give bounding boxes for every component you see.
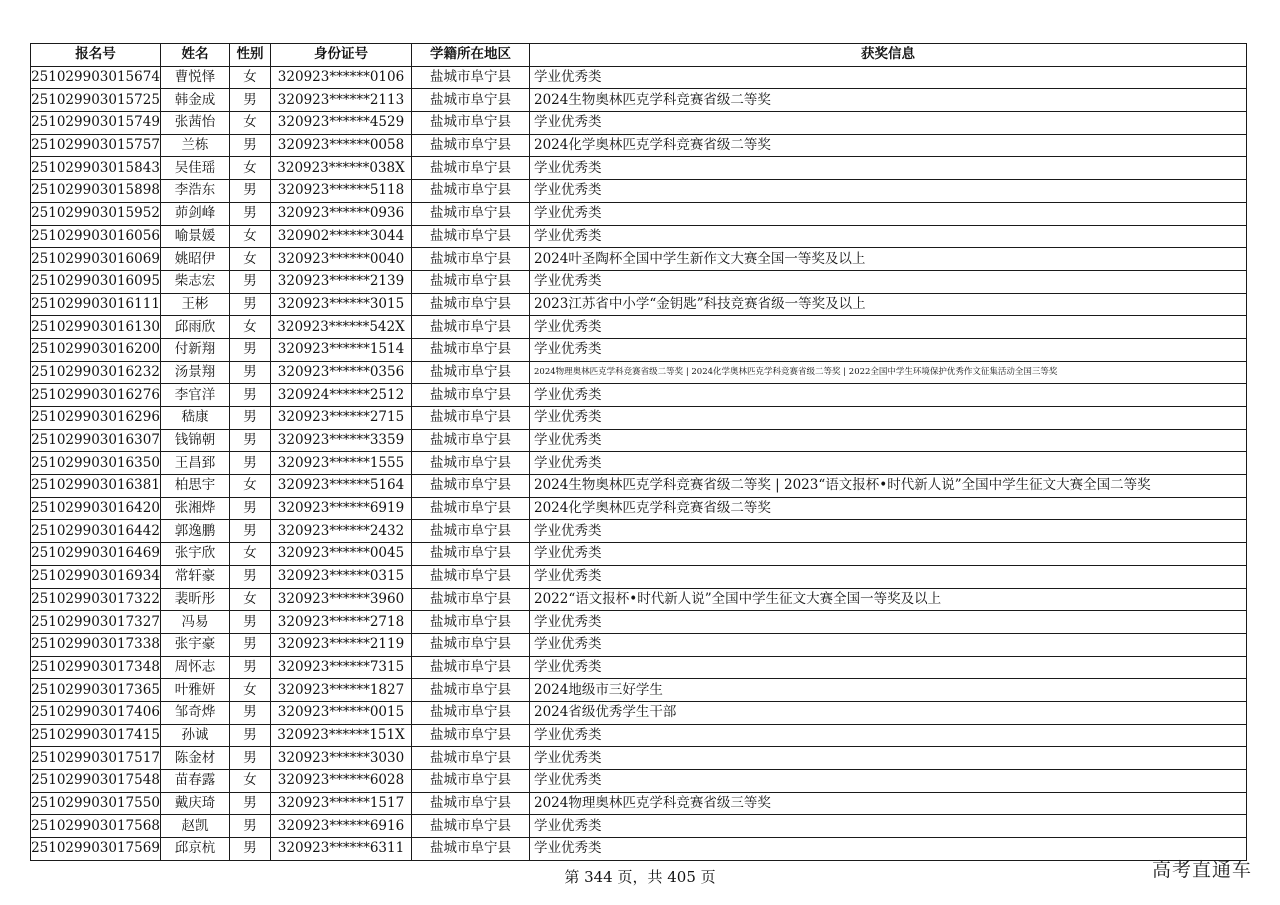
- gender-cell: 女: [230, 543, 271, 566]
- reg-no-cell: 251029903017568: [31, 815, 161, 838]
- award-info-cell: 学业优秀类: [530, 724, 1247, 747]
- header-name: 姓名: [161, 44, 230, 67]
- id-number-cell: 320923******6916: [271, 815, 412, 838]
- region-cell: 盐城市阜宁县: [412, 611, 530, 634]
- region-cell: 盐城市阜宁县: [412, 134, 530, 157]
- header-region: 学籍所在地区: [412, 44, 530, 67]
- name-cell: 李浩东: [161, 180, 230, 203]
- reg-no-cell: 251029903017327: [31, 611, 161, 634]
- name-cell: 张宇豪: [161, 633, 230, 656]
- award-info-cell: 学业优秀类: [530, 543, 1247, 566]
- table-row: [31, 815, 1247, 838]
- reg-no-cell: 251029903015898: [31, 180, 161, 203]
- name-cell: 喻景媛: [161, 225, 230, 248]
- reg-no-cell: 251029903016111: [31, 293, 161, 316]
- name-cell: 裴昕彤: [161, 588, 230, 611]
- award-info-cell: 学业优秀类: [530, 384, 1247, 407]
- name-cell: 孙诚: [161, 724, 230, 747]
- award-info-cell: 2024物理奥林匹克学科竞赛省级三等奖: [530, 792, 1247, 815]
- region-cell: 盐城市阜宁县: [412, 270, 530, 293]
- reg-no-cell: 251029903016296: [31, 407, 161, 430]
- reg-no-cell: 251029903015843: [31, 157, 161, 180]
- name-cell: 汤景翔: [161, 361, 230, 384]
- region-cell: 盐城市阜宁县: [412, 497, 530, 520]
- name-cell: 张宇欣: [161, 543, 230, 566]
- reg-no-cell: 251029903015757: [31, 134, 161, 157]
- region-cell: 盐城市阜宁县: [412, 679, 530, 702]
- table-row: [31, 112, 1247, 135]
- region-cell: 盐城市阜宁县: [412, 520, 530, 543]
- table-row: [31, 361, 1247, 384]
- header-row: [31, 44, 1247, 67]
- table-row: [31, 225, 1247, 248]
- name-cell: 邹奇烨: [161, 701, 230, 724]
- id-number-cell: 320923******151X: [271, 724, 412, 747]
- region-cell: 盐城市阜宁县: [412, 724, 530, 747]
- table-row: [31, 838, 1247, 861]
- name-cell: 戴庆琦: [161, 792, 230, 815]
- table-row: [31, 792, 1247, 815]
- reg-no-cell: 251029903016095: [31, 270, 161, 293]
- region-cell: 盐城市阜宁县: [412, 407, 530, 430]
- name-cell: 柴志宏: [161, 270, 230, 293]
- table-row: [31, 475, 1247, 498]
- id-number-cell: 320923******0936: [271, 202, 412, 225]
- reg-no-cell: 251029903016307: [31, 429, 161, 452]
- reg-no-cell: 251029903015749: [31, 112, 161, 135]
- table-row: [31, 520, 1247, 543]
- name-cell: 王彬: [161, 293, 230, 316]
- id-number-cell: 320923******1514: [271, 338, 412, 361]
- region-cell: 盐城市阜宁县: [412, 588, 530, 611]
- award-info-cell: 学业优秀类: [530, 429, 1247, 452]
- award-info-cell: 学业优秀类: [530, 316, 1247, 339]
- name-cell: 陈金材: [161, 747, 230, 770]
- name-cell: 叶雅妍: [161, 679, 230, 702]
- table-row: [31, 747, 1247, 770]
- table-row: [31, 770, 1247, 793]
- reg-no-cell: 251029903017322: [31, 588, 161, 611]
- id-number-cell: 320923******5118: [271, 180, 412, 203]
- page-number: 第 344 页，共 405 页: [564, 868, 716, 886]
- name-cell: 冯易: [161, 611, 230, 634]
- header-award-info: 获奖信息: [530, 44, 1247, 67]
- award-info-cell: 2024化学奥林匹克学科竞赛省级二等奖: [530, 497, 1247, 520]
- region-cell: 盐城市阜宁县: [412, 112, 530, 135]
- award-info-cell: 学业优秀类: [530, 565, 1247, 588]
- name-cell: 周怀志: [161, 656, 230, 679]
- name-cell: 张湘烨: [161, 497, 230, 520]
- reg-no-cell: 251029903016442: [31, 520, 161, 543]
- award-info-cell: 学业优秀类: [530, 112, 1247, 135]
- region-cell: 盐城市阜宁县: [412, 248, 530, 271]
- gender-cell: 女: [230, 112, 271, 135]
- award-info-cell: 学业优秀类: [530, 157, 1247, 180]
- table-row: [31, 89, 1247, 112]
- region-cell: 盐城市阜宁县: [412, 770, 530, 793]
- region-cell: 盐城市阜宁县: [412, 66, 530, 89]
- gender-cell: 男: [230, 701, 271, 724]
- watermark-text: 高考直通车: [1151, 859, 1252, 881]
- id-number-cell: 320923******0045: [271, 543, 412, 566]
- table-row: [31, 157, 1247, 180]
- award-info-cell: 2024地级市三好学生: [530, 679, 1247, 702]
- header-id-number: 身份证号: [271, 44, 412, 67]
- region-cell: 盐城市阜宁县: [412, 475, 530, 498]
- award-info-cell: 学业优秀类: [530, 202, 1247, 225]
- gender-cell: 男: [230, 520, 271, 543]
- reg-no-cell: 251029903017550: [31, 792, 161, 815]
- award-list-table: [30, 43, 1247, 861]
- id-number-cell: 320923******3960: [271, 588, 412, 611]
- id-number-cell: 320923******2139: [271, 270, 412, 293]
- gender-cell: 女: [230, 475, 271, 498]
- region-cell: 盐城市阜宁县: [412, 452, 530, 475]
- id-number-cell: 320923******038X: [271, 157, 412, 180]
- gender-cell: 男: [230, 384, 271, 407]
- award-info-cell: 学业优秀类: [530, 452, 1247, 475]
- gender-cell: 女: [230, 66, 271, 89]
- award-info-cell: 学业优秀类: [530, 180, 1247, 203]
- reg-no-cell: 251029903017415: [31, 724, 161, 747]
- gender-cell: 男: [230, 180, 271, 203]
- gender-cell: 女: [230, 225, 271, 248]
- gender-cell: 男: [230, 656, 271, 679]
- award-info-cell: 学业优秀类: [530, 66, 1247, 89]
- table-row: [31, 270, 1247, 293]
- id-number-cell: 320923******2715: [271, 407, 412, 430]
- table-row: [31, 248, 1247, 271]
- reg-no-cell: 251029903016381: [31, 475, 161, 498]
- table-row: [31, 543, 1247, 566]
- table-row: [31, 452, 1247, 475]
- table-row: [31, 565, 1247, 588]
- region-cell: 盐城市阜宁县: [412, 701, 530, 724]
- award-info-cell: 2024化学奥林匹克学科竞赛省级二等奖: [530, 134, 1247, 157]
- award-info-cell: 2024物理奥林匹克学科竞赛省级二等奖 | 2024化学奥林匹克学科竞赛省级二等奖 | 2022全国中学生环境保护优秀作文征集活动全国三等奖: [530, 361, 1247, 384]
- region-cell: 盐城市阜宁县: [412, 180, 530, 203]
- table-row: [31, 407, 1247, 430]
- name-cell: 曹悦怿: [161, 66, 230, 89]
- region-cell: 盐城市阜宁县: [412, 656, 530, 679]
- region-cell: 盐城市阜宁县: [412, 815, 530, 838]
- award-info-cell: 2022“语文报杯•时代新人说”全国中学生征文大赛全国一等奖及以上: [530, 588, 1247, 611]
- gender-cell: 男: [230, 611, 271, 634]
- table-row: [31, 656, 1247, 679]
- name-cell: 邱雨欣: [161, 316, 230, 339]
- id-number-cell: 320923******0106: [271, 66, 412, 89]
- id-number-cell: 320923******1827: [271, 679, 412, 702]
- id-number-cell: 320923******1555: [271, 452, 412, 475]
- table-row: [31, 701, 1247, 724]
- region-cell: 盐城市阜宁县: [412, 429, 530, 452]
- id-number-cell: 320923******0058: [271, 134, 412, 157]
- gender-cell: 女: [230, 248, 271, 271]
- award-info-cell: 学业优秀类: [530, 656, 1247, 679]
- id-number-cell: 320923******2113: [271, 89, 412, 112]
- reg-no-cell: 251029903017517: [31, 747, 161, 770]
- reg-no-cell: 251029903017338: [31, 633, 161, 656]
- table-row: [31, 611, 1247, 634]
- name-cell: 茆剑峰: [161, 202, 230, 225]
- name-cell: 嵇康: [161, 407, 230, 430]
- name-cell: 邱京杭: [161, 838, 230, 861]
- reg-no-cell: 251029903016130: [31, 316, 161, 339]
- award-info-cell: 2024叶圣陶杯全国中学生新作文大赛全国一等奖及以上: [530, 248, 1247, 271]
- award-info-cell: 学业优秀类: [530, 225, 1247, 248]
- reg-no-cell: 251029903017569: [31, 838, 161, 861]
- id-number-cell: 320923******2119: [271, 633, 412, 656]
- table-row: [31, 202, 1247, 225]
- gender-cell: 女: [230, 157, 271, 180]
- gender-cell: 男: [230, 407, 271, 430]
- gender-cell: 女: [230, 679, 271, 702]
- award-info-cell: 2024生物奥林匹克学科竞赛省级二等奖: [530, 89, 1247, 112]
- gender-cell: 女: [230, 770, 271, 793]
- header-reg-no: 报名号: [31, 44, 161, 67]
- region-cell: 盐城市阜宁县: [412, 384, 530, 407]
- award-info-cell: 学业优秀类: [530, 338, 1247, 361]
- table-row: [31, 316, 1247, 339]
- gender-cell: 男: [230, 293, 271, 316]
- id-number-cell: 320923******3359: [271, 429, 412, 452]
- gender-cell: 女: [230, 316, 271, 339]
- name-cell: 兰栋: [161, 134, 230, 157]
- table-row: [31, 293, 1247, 316]
- table-row: [31, 679, 1247, 702]
- reg-no-cell: 251029903016069: [31, 248, 161, 271]
- name-cell: 韩金成: [161, 89, 230, 112]
- reg-no-cell: 251029903016200: [31, 338, 161, 361]
- award-info-cell: 学业优秀类: [530, 270, 1247, 293]
- id-number-cell: 320923******6919: [271, 497, 412, 520]
- region-cell: 盐城市阜宁县: [412, 565, 530, 588]
- id-number-cell: 320923******4529: [271, 112, 412, 135]
- region-cell: 盐城市阜宁县: [412, 202, 530, 225]
- reg-no-cell: 251029903015674: [31, 66, 161, 89]
- id-number-cell: 320923******0315: [271, 565, 412, 588]
- gender-cell: 男: [230, 429, 271, 452]
- gender-cell: 女: [230, 588, 271, 611]
- reg-no-cell: 251029903015725: [31, 89, 161, 112]
- reg-no-cell: 251029903016350: [31, 452, 161, 475]
- table-header: [31, 44, 1247, 67]
- gender-cell: 男: [230, 89, 271, 112]
- gender-cell: 男: [230, 134, 271, 157]
- reg-no-cell: 251029903017348: [31, 656, 161, 679]
- table-row: [31, 633, 1247, 656]
- reg-no-cell: 251029903016934: [31, 565, 161, 588]
- table-row: [31, 588, 1247, 611]
- gender-cell: 男: [230, 338, 271, 361]
- table-row: [31, 66, 1247, 89]
- name-cell: 钱锦朝: [161, 429, 230, 452]
- id-number-cell: 320923******0015: [271, 701, 412, 724]
- reg-no-cell: 251029903017365: [31, 679, 161, 702]
- region-cell: 盐城市阜宁县: [412, 633, 530, 656]
- id-number-cell: 320923******6028: [271, 770, 412, 793]
- id-number-cell: 320923******5164: [271, 475, 412, 498]
- region-cell: 盐城市阜宁县: [412, 338, 530, 361]
- name-cell: 苗春露: [161, 770, 230, 793]
- id-number-cell: 320923******3015: [271, 293, 412, 316]
- gender-cell: 男: [230, 270, 271, 293]
- reg-no-cell: 251029903017548: [31, 770, 161, 793]
- region-cell: 盐城市阜宁县: [412, 361, 530, 384]
- gender-cell: 男: [230, 565, 271, 588]
- table-row: [31, 338, 1247, 361]
- id-number-cell: 320923******542X: [271, 316, 412, 339]
- name-cell: 吴佳瑶: [161, 157, 230, 180]
- header-gender: 性别: [230, 44, 271, 67]
- gender-cell: 男: [230, 497, 271, 520]
- reg-no-cell: 251029903016420: [31, 497, 161, 520]
- name-cell: 付新翔: [161, 338, 230, 361]
- region-cell: 盐城市阜宁县: [412, 838, 530, 861]
- name-cell: 常轩豪: [161, 565, 230, 588]
- region-cell: 盐城市阜宁县: [412, 157, 530, 180]
- name-cell: 郭逸鹏: [161, 520, 230, 543]
- gender-cell: 男: [230, 792, 271, 815]
- id-number-cell: 320924******2512: [271, 384, 412, 407]
- gender-cell: 男: [230, 747, 271, 770]
- reg-no-cell: 251029903017406: [31, 701, 161, 724]
- award-info-cell: 学业优秀类: [530, 770, 1247, 793]
- table-row: [31, 384, 1247, 407]
- id-number-cell: 320923******7315: [271, 656, 412, 679]
- region-cell: 盐城市阜宁县: [412, 89, 530, 112]
- award-info-cell: 学业优秀类: [530, 747, 1247, 770]
- gender-cell: 男: [230, 838, 271, 861]
- award-info-cell: 学业优秀类: [530, 838, 1247, 861]
- gender-cell: 男: [230, 633, 271, 656]
- name-cell: 姚昭伊: [161, 248, 230, 271]
- reg-no-cell: 251029903016056: [31, 225, 161, 248]
- region-cell: 盐城市阜宁县: [412, 225, 530, 248]
- table-row: [31, 180, 1247, 203]
- name-cell: 王昌郅: [161, 452, 230, 475]
- id-number-cell: 320923******0040: [271, 248, 412, 271]
- table-row: [31, 724, 1247, 747]
- table-row: [31, 134, 1247, 157]
- reg-no-cell: 251029903016469: [31, 543, 161, 566]
- reg-no-cell: 251029903015952: [31, 202, 161, 225]
- reg-no-cell: 251029903016232: [31, 361, 161, 384]
- name-cell: 张茜怡: [161, 112, 230, 135]
- name-cell: 柏思宇: [161, 475, 230, 498]
- id-number-cell: 320923******2718: [271, 611, 412, 634]
- reg-no-cell: 251029903016276: [31, 384, 161, 407]
- gender-cell: 男: [230, 815, 271, 838]
- region-cell: 盐城市阜宁县: [412, 543, 530, 566]
- gender-cell: 男: [230, 452, 271, 475]
- id-number-cell: 320902******3044: [271, 225, 412, 248]
- award-info-cell: 学业优秀类: [530, 815, 1247, 838]
- gender-cell: 男: [230, 202, 271, 225]
- award-info-cell: 学业优秀类: [530, 633, 1247, 656]
- id-number-cell: 320923******3030: [271, 747, 412, 770]
- region-cell: 盐城市阜宁县: [412, 792, 530, 815]
- region-cell: 盐城市阜宁县: [412, 747, 530, 770]
- table-row: [31, 429, 1247, 452]
- gender-cell: 男: [230, 724, 271, 747]
- award-info-cell: 学业优秀类: [530, 611, 1247, 634]
- award-info-cell: 学业优秀类: [530, 520, 1247, 543]
- gender-cell: 男: [230, 361, 271, 384]
- award-info-cell: 2024生物奥林匹克学科竞赛省级二等奖 | 2023“语文报杯•时代新人说”全国中学生征文大赛全国二等奖: [530, 475, 1247, 498]
- region-cell: 盐城市阜宁县: [412, 293, 530, 316]
- name-cell: 赵凯: [161, 815, 230, 838]
- id-number-cell: 320923******6311: [271, 838, 412, 861]
- id-number-cell: 320923******0356: [271, 361, 412, 384]
- region-cell: 盐城市阜宁县: [412, 316, 530, 339]
- table-body: [31, 66, 1247, 860]
- table-row: [31, 497, 1247, 520]
- id-number-cell: 320923******1517: [271, 792, 412, 815]
- award-info-cell: 学业优秀类: [530, 407, 1247, 430]
- id-number-cell: 320923******2432: [271, 520, 412, 543]
- name-cell: 李官洋: [161, 384, 230, 407]
- award-info-cell: 2023江苏省中小学“金钥匙”科技竞赛省级一等奖及以上: [530, 293, 1247, 316]
- award-info-cell: 2024省级优秀学生干部: [530, 701, 1247, 724]
